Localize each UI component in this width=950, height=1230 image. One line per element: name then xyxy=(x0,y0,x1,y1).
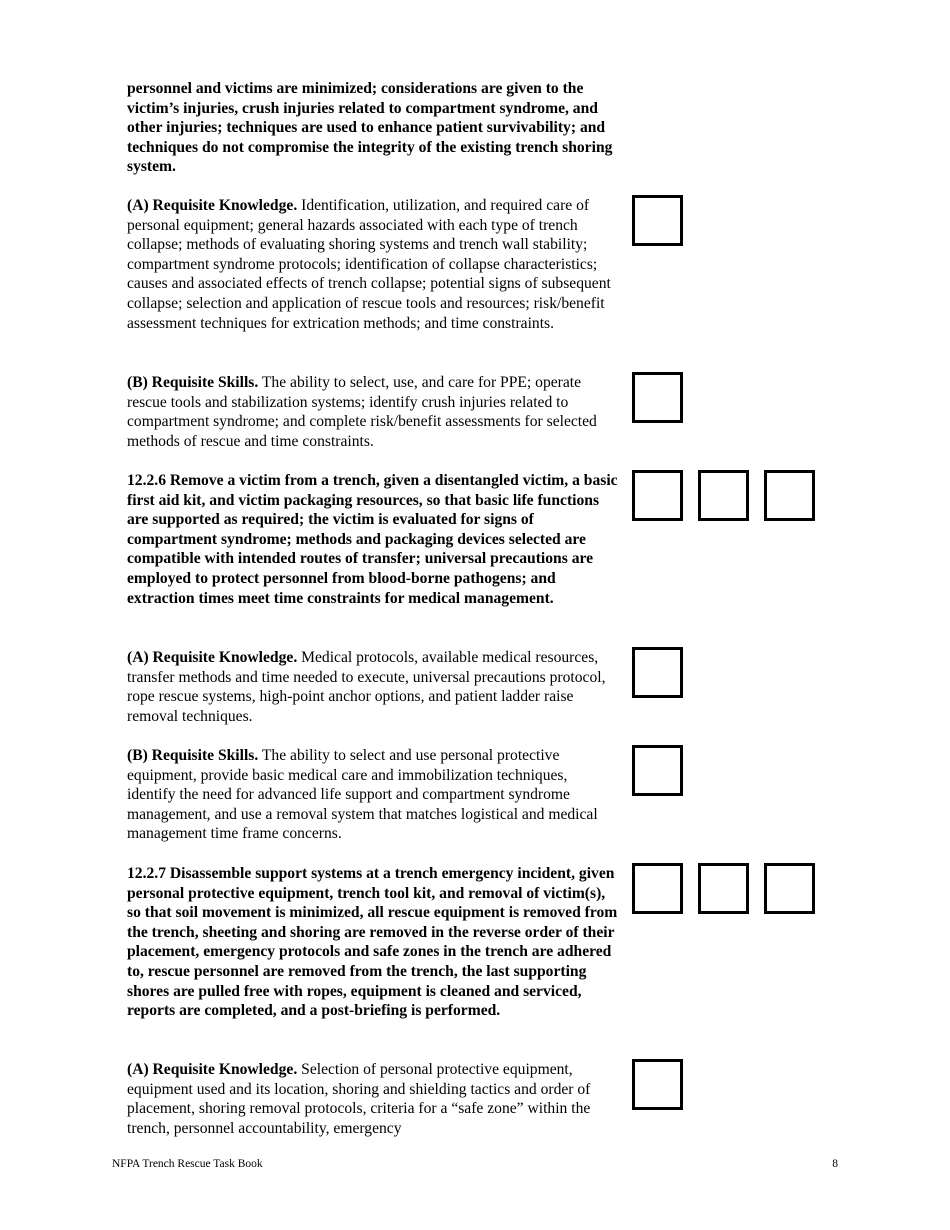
signoff-boxes-2 xyxy=(632,372,683,423)
paragraph-text: 12.2.6 Remove a victim from a trench, given a disentangled victim, a basic first aid kit, and victim packaging resources, so that basic life functions are supported as required; the victim is evaluated for signs of compartment syndrome; methods and packaging devices selected are compatible with intended routes of transfer; universal precautions are employed to protect personnel from blood-borne pathogens; and extraction times meet time constraints for medical management. xyxy=(127,472,618,607)
paragraph-text: Selection of personal protective equipment, equipment used and its location, shoring and shielding tactics and order of placement, shoring removal protocols, criteria for a “safe zone” within the trench, personnel accountability, emergency xyxy=(127,1061,591,1137)
paragraph-text: Identification, utilization, and required care of personal equipment; general hazards associated with each type of trench collapse; methods of evaluating shoring systems and trench wall stability; compartment syndrome protocols; identification of collapse characteristics; causes and associated effects of trench collapse; potential signs of subsequent collapse; selection and application of rescue tools and resources; risk/benefit assessment techniques for extrication methods; and time constraints. xyxy=(127,197,611,332)
requisite-knowledge-3 xyxy=(127,1060,619,1138)
signoff-checkbox[interactable] xyxy=(632,195,683,246)
signoff-checkbox[interactable] xyxy=(632,647,683,698)
signoff-checkbox[interactable] xyxy=(632,470,683,521)
signoff-checkbox[interactable] xyxy=(632,863,683,914)
signoff-boxes-1 xyxy=(632,195,683,246)
signoff-boxes-5 xyxy=(632,745,683,796)
signoff-checkbox[interactable] xyxy=(632,372,683,423)
paragraph-lead: (A) Requisite Knowledge. xyxy=(127,197,298,214)
paragraph-lead: (B) Requisite Skills. xyxy=(127,747,259,764)
signoff-boxes-7 xyxy=(632,1059,683,1110)
signoff-checkbox[interactable] xyxy=(698,470,749,521)
requisite-skills-2 xyxy=(127,746,619,844)
signoff-checkbox[interactable] xyxy=(632,745,683,796)
footer-title: NFPA Trench Rescue Task Book xyxy=(112,1158,263,1170)
paragraph-text: The ability to select, use, and care for PPE; operate rescue tools and stabilization systems; identify crush injuries related to compartment syndrome; and complete risk/benefit assessments for selected methods of rescue and time constraints. xyxy=(127,374,597,450)
signoff-boxes-6 xyxy=(632,863,815,914)
paragraph-text: 12.2.7 Disassemble support systems at a trench emergency incident, given personal protective equipment, trench tool kit, and removal of victim(s), so that soil movement is minimized, all rescue equipment is removed from the trench, sheeting and shoring are removed in the reverse order of their placement, emergency protocols and safe zones in the trench are adhered to, rescue personnel are removed from the trench, the last supporting shores are pulled free with ropes, equipment is cleaned and serviced, reports are completed, and a post-briefing is performed. xyxy=(127,865,618,1020)
paragraph-text: Medical protocols, available medical resources, transfer methods and time needed to execute, universal precautions protocol, rope rescue systems, high-point anchor options, and patient ladder raise removal techniques. xyxy=(127,649,606,725)
requisite-knowledge-2 xyxy=(127,648,619,726)
signoff-checkbox[interactable] xyxy=(698,863,749,914)
paragraph-lead: (B) Requisite Skills. xyxy=(127,374,259,391)
page-number: 8 xyxy=(832,1158,838,1170)
paragraph-text: personnel and victims are minimized; considerations are given to the victim’s injuries, crush injuries related to compartment syndrome, and other injuries; techniques are used to enhance patient survivability; and techniques do not compromise the integrity of the existing trench shoring system. xyxy=(127,80,613,176)
signoff-boxes-4 xyxy=(632,647,683,698)
signoff-checkbox[interactable] xyxy=(764,470,815,521)
jpr-12-2-6 xyxy=(127,471,619,608)
requisite-knowledge-1 xyxy=(127,196,619,333)
jpr-12-2-7 xyxy=(127,864,619,1021)
paragraph-lead: (A) Requisite Knowledge. xyxy=(127,649,298,666)
signoff-checkbox[interactable] xyxy=(632,1059,683,1110)
paragraph-text: The ability to select and use personal protective equipment, provide basic medical care and immobilization techniques, identify the need for advanced life support and compartment syndrome management, and use a removal system that matches logistical and medical management time frame concerns. xyxy=(127,747,598,843)
requisite-skills-1 xyxy=(127,373,619,451)
signoff-boxes-3 xyxy=(632,470,815,521)
paragraph-lead: (A) Requisite Knowledge. xyxy=(127,1061,298,1078)
paragraph-1-continuation xyxy=(127,79,619,177)
signoff-checkbox[interactable] xyxy=(764,863,815,914)
